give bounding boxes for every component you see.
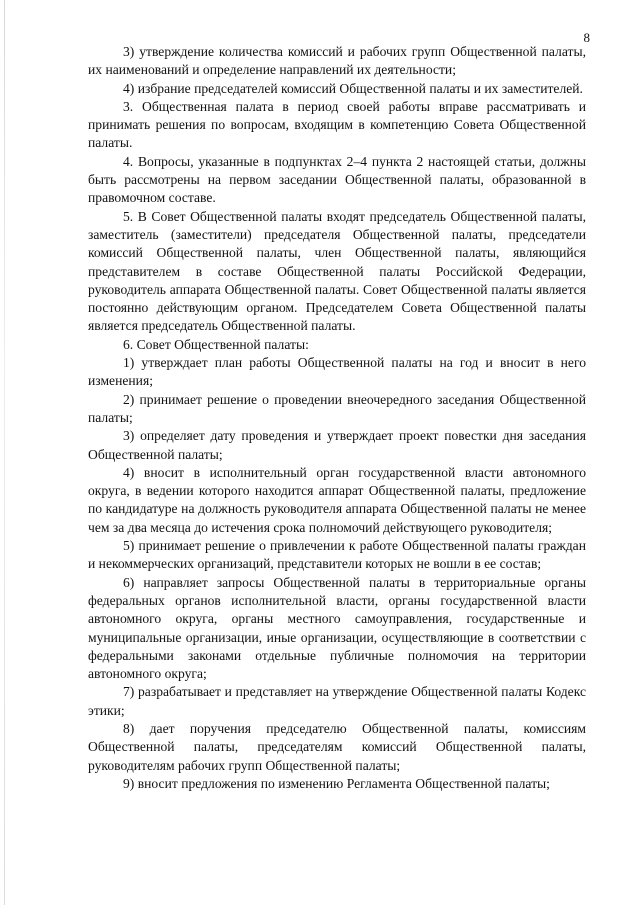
scan-edge bbox=[4, 0, 5, 905]
paragraph-item-4: 4. Вопросы, указанные в подпунктах 2–4 пункта 2 настоящей статьи, должны быть рассмотрены на первом заседании Общественной палаты, образованной в правомочном составе. bbox=[88, 153, 586, 206]
paragraph-council-subitem-2: 2) принимает решение о проведении внеочередного заседания Общественной палаты; bbox=[88, 391, 586, 425]
paragraph-council-subitem-1: 1) утверждает план работы Общественной палаты на год и вносит в него изменения; bbox=[88, 355, 586, 389]
paragraph-council-subitem-8: 8) дает поручения председателю Общественной палаты, комиссиям Общественной палаты, председателям комиссий Общественной палаты, руководителям рабочих групп Общественной палаты; bbox=[88, 720, 586, 773]
paragraph-council-subitem-5: 5) принимает решение о привлечении к работе Общественной палаты граждан и некоммерческих организаций, представители которых не вошли в ее состав; bbox=[88, 538, 586, 572]
paragraph-council-subitem-7: 7) разрабатывает и представляет на утверждение Общественной палаты Кодекс этики; bbox=[88, 684, 586, 718]
paragraph-council-subitem-9: 9) вносит предложения по изменению Регламента Общественной палаты; bbox=[123, 775, 550, 791]
paragraph-item-6: 6. Совет Общественной палаты: bbox=[123, 336, 309, 352]
paragraph-subitem-4-chairs: 4) избрание председателей комиссий Общественной палаты и их заместителей. bbox=[123, 80, 583, 96]
paragraph-council-subitem-4: 4) вносит в исполнительный орган государственной власти автономного округа, в ведении которого находится аппарат Общественной палаты, предложение по кандидатуре на должность руководителя аппарата Общественной палаты не менее чем за два месяца до истечения срока полномочий действующего руководителя; bbox=[88, 464, 586, 535]
document-body bbox=[88, 43, 586, 793]
page-number: 8 bbox=[583, 30, 590, 45]
paragraph-subitem-3-commissions: 3) утверждение количества комиссий и рабочих групп Общественной палаты, их наименований и определение направлений их деятельности; bbox=[88, 44, 586, 78]
paragraph-item-3: 3. Общественная палата в период своей работы вправе рассматривать и принимать решения по вопросам, входящим в компетенцию Совета Общественной палаты. bbox=[88, 98, 586, 151]
paragraph-council-subitem-3: 3) определяет дату проведения и утверждает проект повестки дня заседания Общественной палаты; bbox=[88, 428, 586, 462]
paragraph-council-subitem-6: 6) направляет запросы Общественной палаты в территориальные органы федеральных органов исполнительной власти, органы государственной власти автономного округа, органы местного самоуправления, государственные и муниципальные организации, иные организации, осуществляющие в соответствии с федеральными законами отдельные публичные полномочия на территории автономного округа; bbox=[88, 574, 586, 682]
paragraph-item-5: 5. В Совет Общественной палаты входят председатель Общественной палаты, заместитель (заместители) председателя Общественной палаты, председатели комиссий Общественной палаты, член Общественной палаты, являющийся представителем в составе Общественной палаты Российской Федерации, руководитель аппарата Общественной палаты. Совет Общественной палаты является постоянно действующим органом. Председателем Совета Общественной палаты является председатель Общественной палаты. bbox=[88, 208, 586, 334]
